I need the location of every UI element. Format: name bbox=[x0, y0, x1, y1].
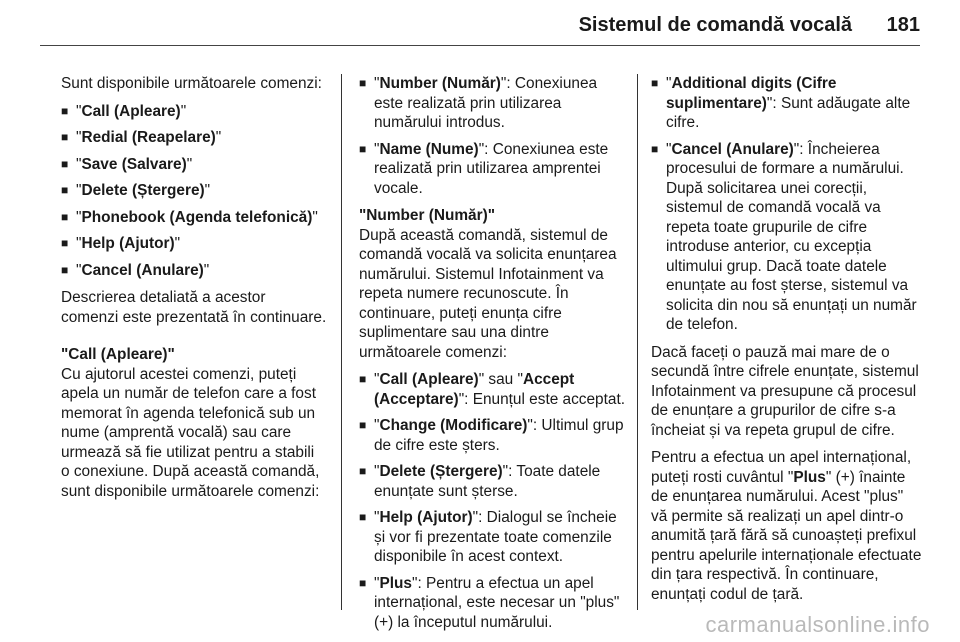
bullet-icon: ■ bbox=[61, 183, 69, 197]
page-number: 181 bbox=[886, 14, 920, 36]
pause-paragraph: Dacă faceți o pauză mai mare de o secundă între cifrele enunțate, sistemul Infotainment va presupune că procesul de enunțare a grupurilor de cifre s-a încheiat și va repeta grupul de cifre. bbox=[651, 343, 919, 439]
number-paragraph: După această comandă, sistemul de comandă vocală va solicita enunțarea numărului. Sistemul Infotainment va repeta numere recunoscute. În continuare, puteți enunța cifre suplimentare sau una dintre următoarele comenzi: bbox=[359, 226, 617, 361]
bullet-icon: ■ bbox=[359, 141, 367, 156]
bullet-icon: ■ bbox=[61, 209, 69, 224]
bullet-icon: ■ bbox=[61, 236, 69, 250]
list-item: ■ "Cancel (Anulare)": Încheierea procesului de formare a numărului. După solicitarea unei corecții, sistemul de comandă vocală va repeta toate grupurile de cifre introduse anterior, cu excepția ultimului grup. Dacă toate datele enunțate au fost șterse, sistemul va solicita din nou să enunțați un număr de telefon. bbox=[651, 140, 917, 333]
bullet-icon: ■ bbox=[651, 76, 659, 90]
column-3 bbox=[651, 74, 923, 612]
column-divider-2 bbox=[637, 74, 638, 610]
column-divider-1 bbox=[341, 74, 342, 610]
number-heading: "Number (Număr)" bbox=[359, 207, 496, 224]
list-item: ■ "Delete (Ștergere)": Toate datele enunțate sunt șterse. bbox=[359, 463, 601, 500]
international-paragraph: Pentru a efectua un apel internațional, puteți rosti cuvântul "Plus" (+) înainte de enunțarea numărului. Acest "plus" vă permite să realizați un apel dintr-o anumită țară fără să cunoașteți prefixul pentru apelurile internaționale efectuate din țara respectivă. În continuare, enunțați codul de țară. bbox=[651, 449, 922, 603]
call-text: Cu ajutorul acestei comenzi, puteți apela un număr de telefon care a fost memorat în agenda telefonică sub un nume (amprentă vocală) sau care urmează să fie utilizat pentru a stabili o conexiune. După această comandă, sunt disponibile următoarele comenzi: bbox=[61, 365, 320, 500]
bullet-icon: ■ bbox=[359, 372, 367, 386]
watermark: carmanualsonline.info bbox=[705, 612, 930, 637]
list-item: ■ "Phonebook (Agenda telefonică)" bbox=[61, 208, 318, 226]
list-item: ■ "Name (Nume)": Conexiunea este realizată prin utilizarea amprentei vocale. bbox=[359, 140, 609, 197]
page-title: Sistemul de comandă vocală bbox=[578, 14, 852, 36]
call-heading: "Call (Apleare)" bbox=[61, 346, 175, 363]
description-text: Descrierea detaliată a acestor comenzi este prezentată în continuare. bbox=[61, 289, 327, 326]
list-item: ■ "Change (Modificare)": Ultimul grup de cifre este șters. bbox=[359, 417, 624, 454]
list-item: ■ "Delete (Ștergere)" bbox=[61, 182, 211, 199]
list-item: ■ "Call (Apleare)" bbox=[61, 102, 187, 120]
bullet-icon: ■ bbox=[359, 418, 367, 432]
bullet-icon: ■ bbox=[359, 510, 367, 524]
list-item: ■ "Number (Număr)": Conexiunea este realizată prin utilizarea numărului introdus. bbox=[359, 75, 598, 131]
bullet-icon: ■ bbox=[61, 156, 69, 171]
number-commands-list bbox=[359, 370, 627, 632]
list-item: ■ "Additional digits (Cifre suplimentare)": Sunt adăugate alte cifre. bbox=[651, 75, 911, 131]
list-item: ■ "Call (Apleare)" sau "Accept (Acceptare)": Enunțul este acceptat. bbox=[359, 371, 626, 408]
column-1 bbox=[61, 74, 327, 509]
command-list bbox=[61, 102, 327, 281]
list-item: ■ "Save (Salvare)" bbox=[61, 155, 193, 173]
bullet-icon: ■ bbox=[61, 130, 69, 144]
list-item: ■ "Help (Ajutor)" bbox=[61, 235, 181, 252]
bullet-icon: ■ bbox=[61, 103, 69, 118]
list-item: ■ "Cancel (Anulare)" bbox=[61, 261, 210, 279]
intro-text: Sunt disponibile următoarele comenzi: bbox=[61, 75, 322, 92]
bullet-icon: ■ bbox=[359, 76, 367, 90]
column-2 bbox=[359, 74, 627, 640]
call-options-list bbox=[359, 74, 627, 198]
header-rule bbox=[40, 45, 920, 46]
list-item: ■ "Redial (Reapelare)" bbox=[61, 129, 222, 146]
page-header bbox=[0, 0, 960, 46]
list-item: ■ "Plus": Pentru a efectua un apel internațional, este necesar un "plus" (+) la începutul numărului. bbox=[359, 574, 620, 631]
bullet-icon: ■ bbox=[651, 141, 659, 156]
bullet-icon: ■ bbox=[359, 575, 367, 590]
bullet-icon: ■ bbox=[359, 464, 367, 478]
list-item: ■ "Help (Ajutor)": Dialogul se încheie și vor fi prezentate toate comenzile disponibile în acest context. bbox=[359, 509, 617, 565]
bullet-icon: ■ bbox=[61, 262, 69, 277]
extra-commands-list bbox=[651, 74, 923, 335]
